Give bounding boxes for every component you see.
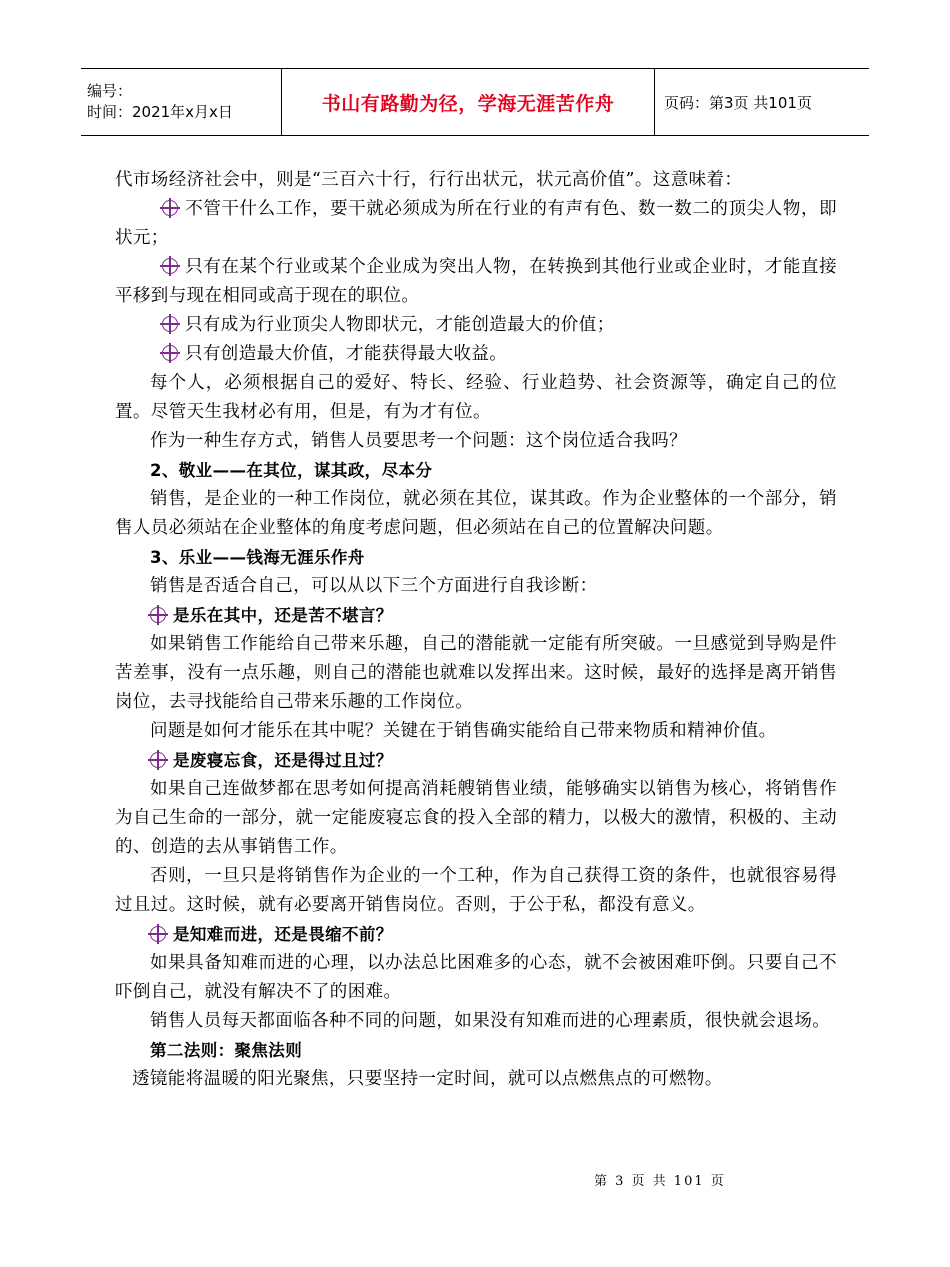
paragraph: 如果销售工作能给自己带来乐趣，自己的潜能就一定能有所突破。一旦感觉到导购是件苦差事，没有一点乐趣，则自己的潜能也就难以发挥出来。这时候，最好的选择是离开销售岗位，去寻找能给自己带来乐趣的工作岗位。: [115, 634, 837, 712]
bullet-text: 只有创造最大价值，才能获得最大收益。: [185, 344, 508, 364]
question-text: 是废寝忘食，还是得过且过？: [173, 751, 393, 770]
section-heading: 第二法则：聚焦法则: [150, 1041, 303, 1060]
header-page-number: 页码：第3页 共101页: [664, 93, 812, 112]
header-meta: [81, 69, 282, 135]
bullet-item: [115, 311, 837, 340]
paragraph: 如果具备知难而进的心理，以办法总比困难多的心态，就不会被困难吓倒。只要自己不吓倒自己，就没有解决不了的困难。: [115, 953, 837, 1002]
document-date: 时间：2021年x月x日: [87, 103, 233, 121]
paragraph: 作为一种生存方式，销售人员要思考一个问题：这个岗位适合我吗？: [150, 431, 687, 451]
page-header: [81, 68, 869, 136]
circled-cross-bullet-icon: [162, 345, 178, 361]
document-body: [115, 166, 837, 1094]
circled-cross-bullet-icon: [150, 607, 166, 623]
bullet-text: 只有在某个行业或某个企业成为突出人物，在转换到其他行业或企业时，才能直接平移到与现在相同或高于现在的职位。: [115, 257, 837, 306]
circled-cross-bullet-icon: [162, 200, 178, 216]
paragraph: 代市场经济社会中，则是“三百六十行，行行出状元，状元高价值”。这意味着：: [115, 170, 743, 190]
circled-cross-bullet-icon: [162, 258, 178, 274]
bullet-item: [115, 253, 837, 311]
document-number-label: 编号：: [87, 82, 133, 100]
paragraph: 否则，一旦只是将销售作为企业的一个工种，作为自己获得工资的条件，也就很容易得过且过。这时候，就有必要离开销售岗位。否则，于公于私，都没有意义。: [115, 866, 837, 915]
circled-cross-bullet-icon: [150, 926, 166, 942]
question-heading: [115, 601, 837, 630]
bullet-text: 不管干什么工作，要干就必须成为所在行业的有声有色、数一数二的顶尖人物，即状元；: [115, 199, 837, 248]
bullet-text: 只有成为行业顶尖人物即状元，才能创造最大的价值；: [185, 315, 615, 335]
bullet-item: [115, 195, 837, 253]
section-heading: 3、乐业——钱海无涯乐作舟: [150, 548, 365, 567]
question-text: 是乐在其中，还是苦不堪言？: [173, 606, 393, 625]
paragraph: 如果自己连做梦都在思考如何提高消耗艘销售业绩，能够确实以销售为核心，将销售作为自己生命的一部分，就一定能废寝忘食的投入全部的精力，以极大的激情，积极的、主动的、创造的去从事销售工作。: [115, 779, 837, 857]
section-heading: 2、敬业——在其位，谋其政，尽本分: [150, 461, 433, 480]
circled-cross-bullet-icon: [150, 752, 166, 768]
paragraph: 销售人员每天都面临各种不同的问题，如果没有知难而进的心理素质，很快就会退场。: [150, 1011, 831, 1031]
paragraph: 透镜能将温暖的阳光聚焦，只要坚持一定时间，就可以点燃焦点的可燃物。: [132, 1069, 723, 1089]
paragraph: 销售，是企业的一种工作岗位，就必须在其位，谋其政。作为企业整体的一个部分，销售人员必须站在企业整体的角度考虑问题，但必须站在自己的位置解决问题。: [115, 489, 837, 538]
question-heading: [115, 746, 837, 775]
paragraph: 每个人，必须根据自己的爱好、特长、经验、行业趋势、社会资源等，确定自己的位置。尽管天生我材必有用，但是，有为才有位。: [115, 373, 837, 422]
circled-cross-bullet-icon: [162, 316, 178, 332]
question-heading: [115, 920, 837, 949]
bullet-item: [115, 340, 837, 369]
paragraph: 问题是如何才能乐在其中呢？关键在于销售确实能给自己带来物质和精神价值。: [150, 721, 777, 741]
page-footer: 第 3 页 共 101 页: [594, 1174, 726, 1189]
question-text: 是知难而进，还是畏缩不前？: [173, 925, 393, 944]
header-motto: 书山有路勤为径，学海无涯苦作舟: [282, 69, 655, 135]
paragraph: 销售是否适合自己，可以从以下三个方面进行自我诊断：: [150, 576, 598, 596]
